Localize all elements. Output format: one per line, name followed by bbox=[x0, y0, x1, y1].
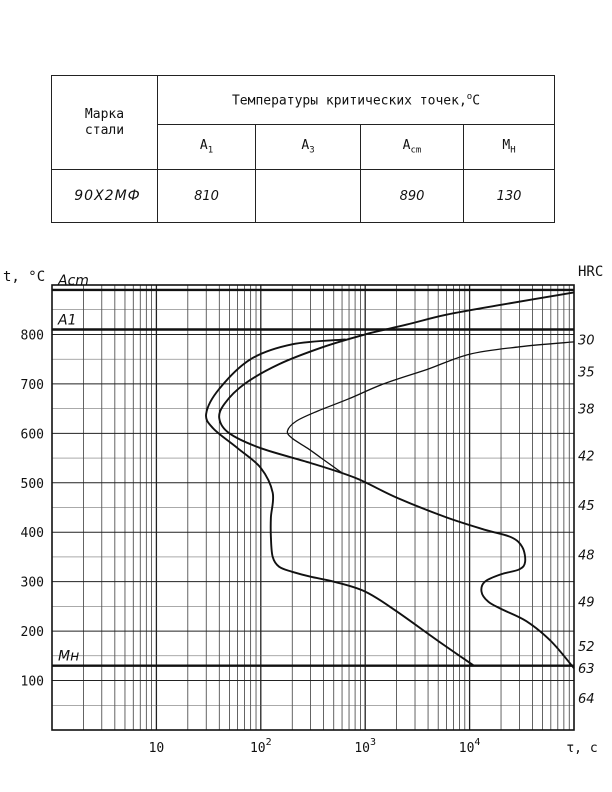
cell-mh: 130 bbox=[464, 170, 555, 223]
hrc-label: 45 bbox=[578, 499, 595, 515]
reference-line-label: A1 bbox=[58, 312, 77, 329]
y-tick-label: 700 bbox=[20, 377, 44, 393]
critical-temperatures-unit: С bbox=[472, 93, 481, 109]
hrc-label: 30 bbox=[578, 333, 595, 349]
col-header-a3: $A_3$ bbox=[256, 125, 361, 170]
hrc-label: 64 bbox=[578, 691, 595, 707]
y-tick-label: 400 bbox=[20, 526, 44, 542]
curve-series-3 bbox=[287, 342, 574, 473]
y-tick-label: 800 bbox=[20, 328, 44, 344]
hrc-labels bbox=[578, 333, 595, 706]
chart-grid bbox=[52, 285, 574, 730]
hrc-label: 52 bbox=[578, 639, 595, 655]
col-header-a1: $A_1$ bbox=[158, 125, 256, 170]
y-tick-label: 300 bbox=[20, 575, 44, 591]
critical-temperatures-title: Температуры критических точек, bbox=[231, 93, 467, 109]
hrc-label: 42 bbox=[578, 449, 595, 465]
hrc-axis-label: HRC bbox=[578, 264, 604, 280]
cell-acm: 890 bbox=[361, 170, 464, 223]
x-tick-label: $10^2$ bbox=[249, 737, 272, 756]
col-header-mh: $M_H$ bbox=[464, 125, 555, 170]
x-tick-label: 10 bbox=[148, 741, 165, 756]
x-tick-labels bbox=[149, 737, 598, 756]
hrc-label: 35 bbox=[578, 365, 595, 381]
x-tick-label: $10^4$ bbox=[458, 737, 481, 756]
reference-line-label: Acm bbox=[58, 272, 89, 289]
y-axis-label: t, °С bbox=[3, 269, 46, 285]
y-tick-label: 200 bbox=[20, 625, 44, 641]
x-tick-label: τ, с bbox=[566, 741, 598, 756]
cell-grade: 90Х2МФ bbox=[52, 170, 158, 223]
x-tick-label: $10^3$ bbox=[354, 737, 377, 756]
hrc-label: 38 bbox=[578, 402, 595, 418]
hrc-label: 48 bbox=[578, 548, 595, 564]
y-tick-label: 600 bbox=[20, 427, 44, 443]
col-header-acm: $A_{cm}$ bbox=[361, 125, 464, 170]
hrc-label: 63 bbox=[578, 662, 595, 678]
reference-line-label: Mн bbox=[58, 648, 80, 665]
critical-temperatures-header: Температуры критических точек,$^o$С bbox=[158, 76, 555, 125]
y-tick-label: 100 bbox=[20, 674, 44, 690]
y-tick-label: 500 bbox=[20, 476, 44, 492]
grade-header-text: Марка стали bbox=[84, 106, 125, 138]
curve-series-1 bbox=[206, 339, 474, 665]
hrc-label: 49 bbox=[578, 595, 595, 611]
cell-a1: 810 bbox=[158, 170, 256, 223]
y-tick-labels bbox=[21, 328, 44, 689]
